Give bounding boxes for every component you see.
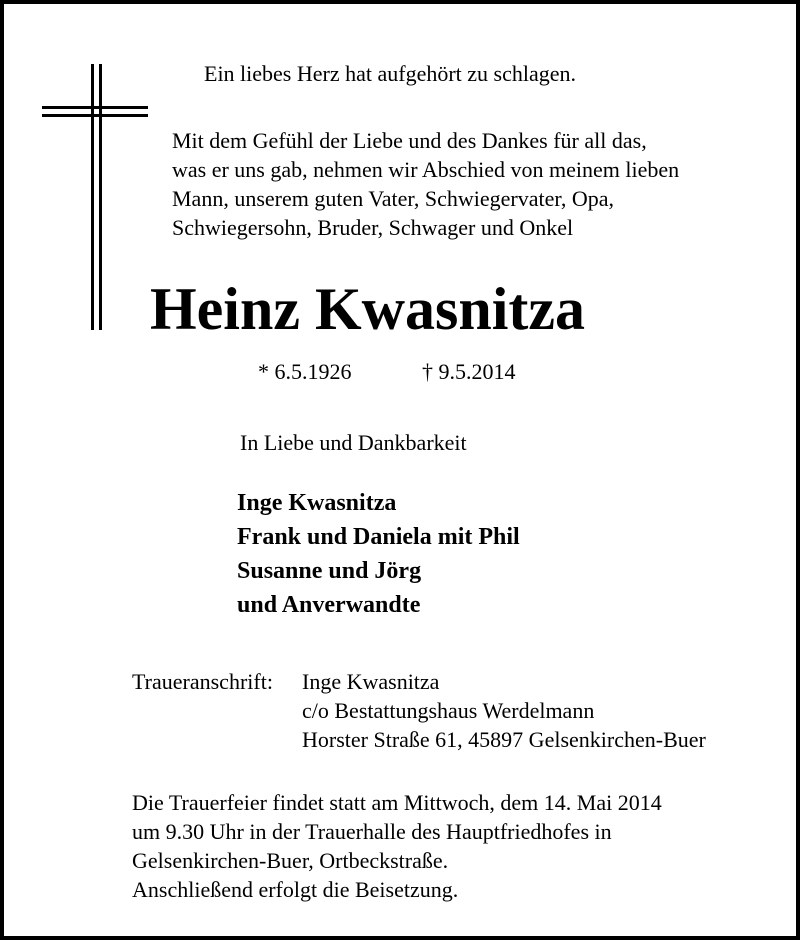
mourner: und Anverwandte	[237, 592, 421, 618]
address-line: Inge Kwasnitza	[302, 669, 440, 694]
address-line: c/o Bestattungshaus Werdelmann	[302, 698, 595, 723]
deceased-name: Heinz Kwasnitza	[150, 276, 585, 342]
address-block	[302, 667, 706, 754]
mourner: Frank und Daniela mit Phil	[237, 524, 520, 550]
service-info	[132, 788, 662, 904]
service-line: um 9.30 Uhr in der Trauerhalle des Hauptfriedhofes in	[132, 819, 612, 844]
intro-text	[172, 126, 679, 242]
intro-line: was er uns gab, nehmen wir Abschied von meinem lieben	[172, 157, 680, 182]
gratitude-line: In Liebe und Dankbarkeit	[240, 430, 467, 455]
address-label: Traueranschrift:	[132, 669, 273, 694]
intro-line: Mit dem Gefühl der Liebe und des Dankes für all das,	[172, 128, 647, 153]
mourners-list	[237, 486, 520, 622]
opening-line: Ein liebes Herz hat aufgehört zu schlagen.	[204, 61, 577, 86]
mourner: Inge Kwasnitza	[237, 490, 397, 516]
service-line: Gelsenkirchen-Buer, Ortbeckstraße.	[132, 848, 449, 873]
intro-line: Schwiegersohn, Bruder, Schwager und Onkel	[172, 215, 574, 240]
intro-line: Mann, unserem guten Vater, Schwiegervater, Opa,	[172, 186, 614, 211]
cross-icon	[42, 64, 148, 330]
death-date: † 9.5.2014	[422, 359, 516, 384]
service-line: Die Trauerfeier findet statt am Mittwoch, dem 14. Mai 2014	[132, 790, 662, 815]
mourner: Susanne und Jörg	[237, 558, 422, 584]
birth-date: * 6.5.1926	[258, 359, 352, 384]
address-line: Horster Straße 61, 45897 Gelsenkirchen-Buer	[302, 727, 706, 752]
service-line: Anschließend erfolgt die Beisetzung.	[132, 877, 459, 902]
